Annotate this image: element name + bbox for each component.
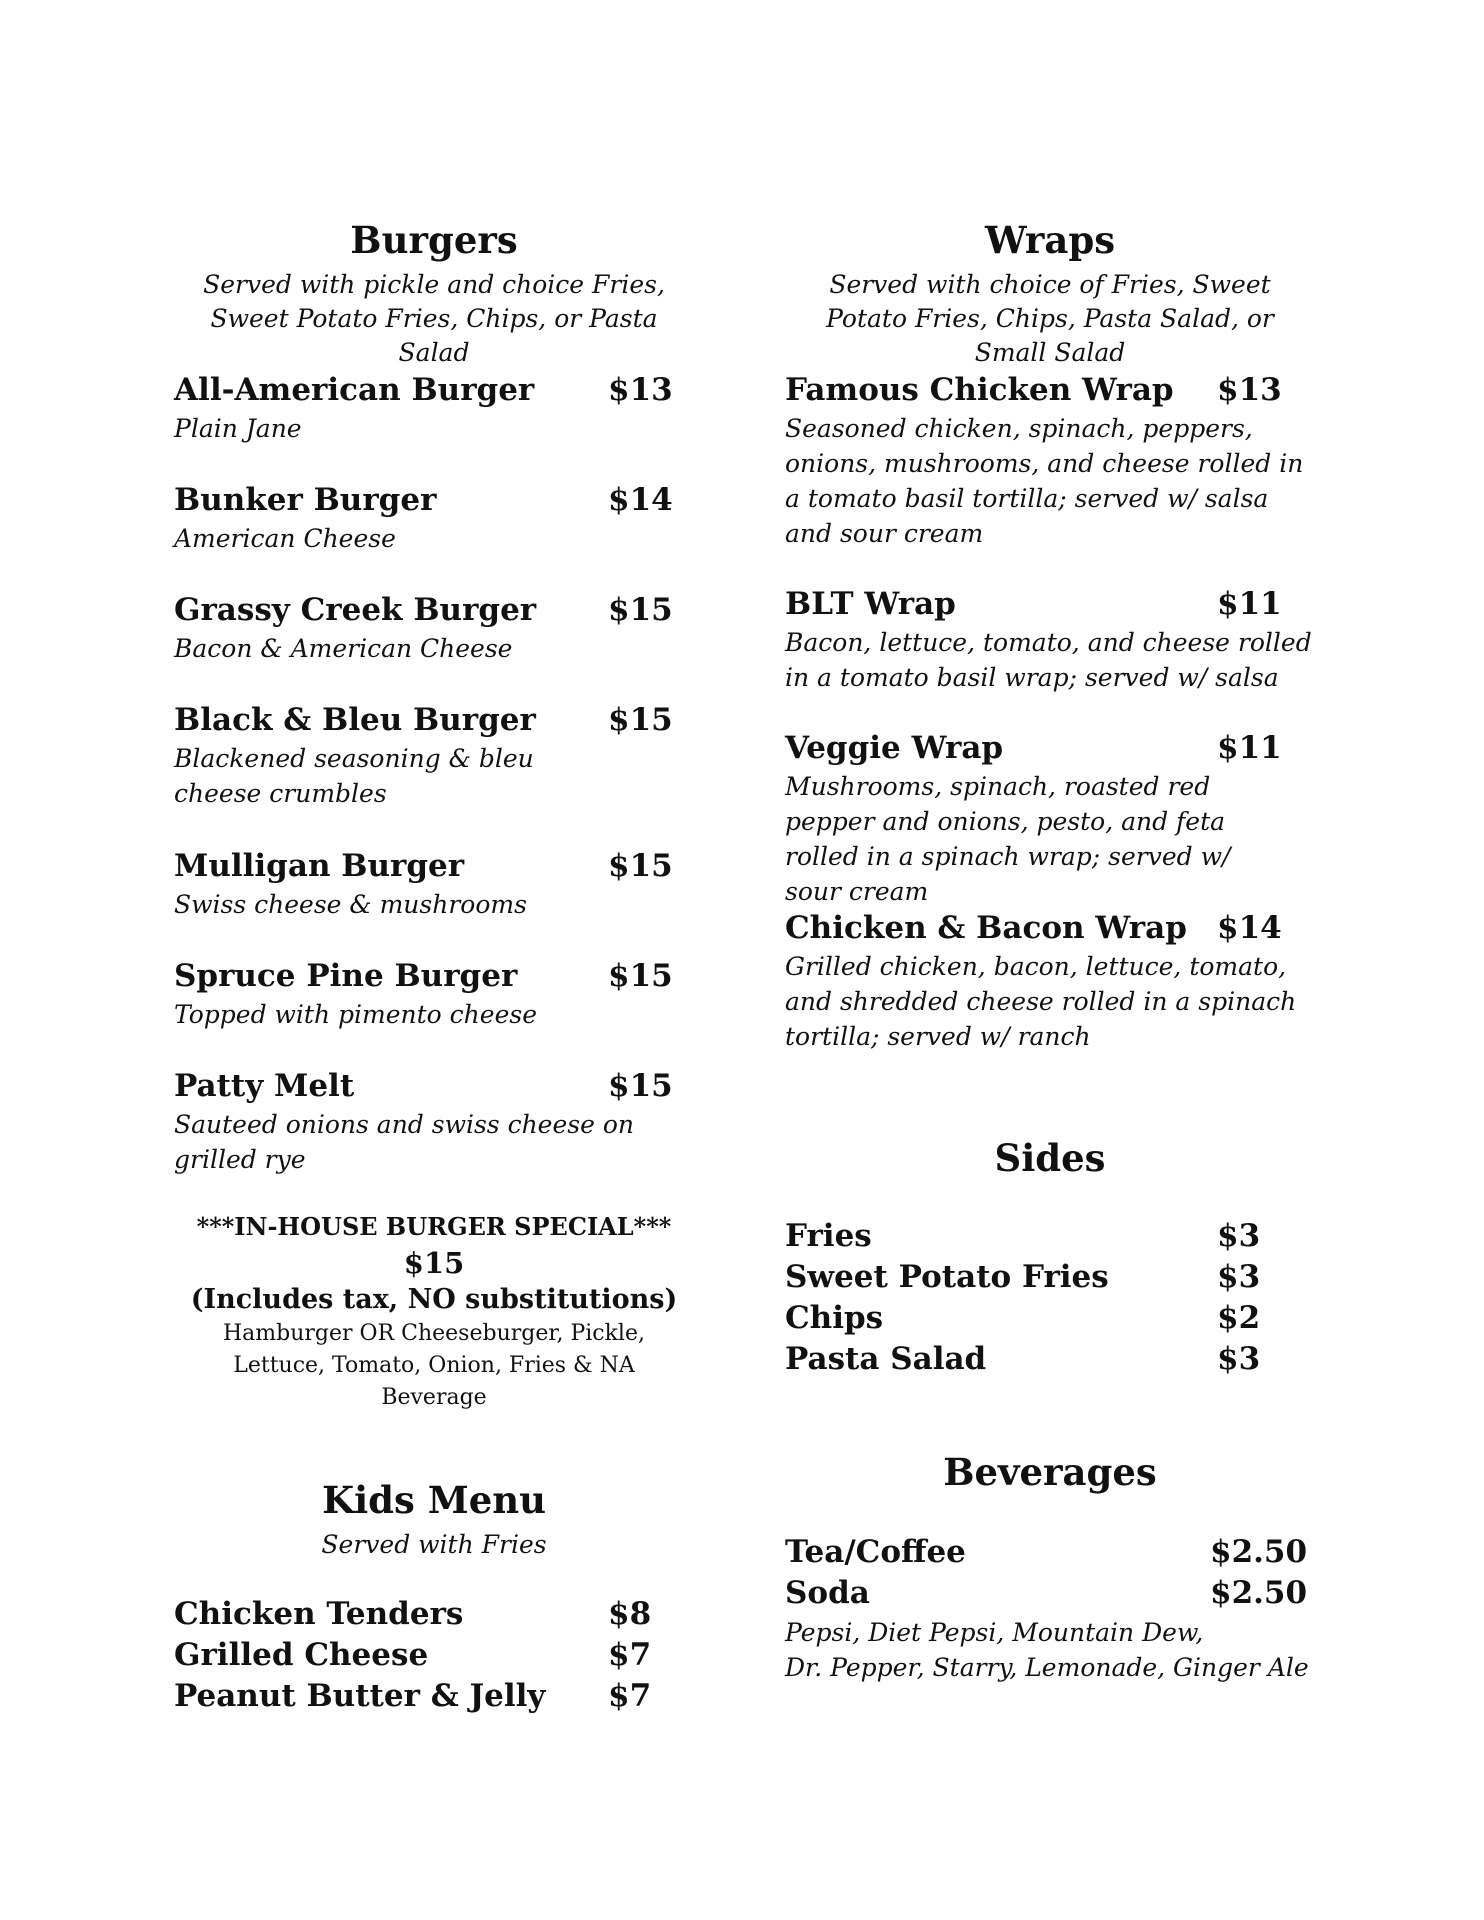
kids-list bbox=[174, 1594, 694, 1717]
item-description: Swiss cheese & mushrooms bbox=[174, 890, 527, 919]
burger-item bbox=[174, 700, 694, 811]
item-name: Pasta Salad bbox=[785, 1341, 987, 1377]
list-item bbox=[174, 1594, 694, 1635]
item-name: Bunker Burger bbox=[174, 482, 437, 518]
wraps-subtitle: Served with choice of Fries, Sweet Potato Fries, Chips, Pasta Salad, or Small Salad bbox=[826, 270, 1274, 367]
kids-heading: Kids Menu bbox=[321, 1478, 547, 1522]
burger-item bbox=[174, 480, 694, 556]
burger-item bbox=[174, 956, 694, 1032]
list-item bbox=[785, 1573, 1315, 1614]
item-name: Sweet Potato Fries bbox=[785, 1259, 1109, 1295]
item-price: $3 bbox=[1217, 1259, 1261, 1295]
list-item bbox=[785, 1532, 1315, 1573]
wrap-item bbox=[785, 584, 1315, 695]
item-name: Patty Melt bbox=[174, 1068, 355, 1104]
beverages-list bbox=[785, 1532, 1315, 1685]
item-description: Bacon & American Cheese bbox=[174, 634, 513, 663]
item-description: Grilled chicken, bacon, lettuce, tomato, and shredded cheese rolled in a spinach tortilla; served w/ ranch bbox=[785, 952, 1297, 1051]
list-item bbox=[174, 1635, 694, 1676]
special-price: $15 bbox=[403, 1246, 465, 1280]
item-price: $15 bbox=[608, 1068, 673, 1104]
burger-special bbox=[174, 1210, 694, 1414]
burger-item bbox=[174, 590, 694, 666]
item-name: Spruce Pine Burger bbox=[174, 958, 518, 994]
beverages-heading: Beverages bbox=[943, 1450, 1157, 1494]
item-price: $7 bbox=[608, 1678, 652, 1714]
item-description: Plain Jane bbox=[174, 414, 302, 443]
item-price: $3 bbox=[1217, 1218, 1261, 1254]
item-name: Soda bbox=[785, 1575, 870, 1611]
item-name: Veggie Wrap bbox=[785, 730, 1004, 766]
kids-section bbox=[174, 1478, 694, 1562]
item-name: Chicken & Bacon Wrap bbox=[785, 910, 1187, 946]
item-description: American Cheese bbox=[174, 524, 396, 553]
kids-subtitle: Served with Fries bbox=[321, 1530, 547, 1559]
item-name: Peanut Butter & Jelly bbox=[174, 1678, 546, 1714]
burgers-subtitle: Served with pickle and choice Fries, Sweet Potato Fries, Chips, or Pasta Salad bbox=[203, 270, 665, 367]
soda-flavors-line-2: Dr. Pepper, Starry, Lemonade, Ginger Ale bbox=[785, 1653, 1309, 1682]
item-name: All-American Burger bbox=[174, 372, 535, 408]
item-description: Sauteed onions and swiss cheese on grilled rye bbox=[174, 1110, 634, 1174]
list-item bbox=[174, 1676, 694, 1717]
item-name: Chicken Tenders bbox=[174, 1596, 464, 1632]
wraps-section bbox=[785, 218, 1315, 370]
item-description: Mushrooms, spinach, roasted red pepper and onions, pesto, and feta rolled in a spinach wrap; served w/ sour cream bbox=[785, 772, 1231, 906]
item-price: $3 bbox=[1217, 1341, 1261, 1377]
item-price: $15 bbox=[608, 592, 673, 628]
burger-item bbox=[174, 1066, 694, 1177]
special-title: ***IN-HOUSE BURGER SPECIAL*** bbox=[196, 1212, 672, 1241]
item-price: $2.50 bbox=[1210, 1534, 1308, 1570]
burger-item bbox=[174, 846, 694, 922]
burger-item bbox=[174, 370, 694, 446]
wrap-item bbox=[785, 370, 1315, 551]
item-price: $14 bbox=[608, 482, 673, 518]
item-price: $14 bbox=[1217, 910, 1282, 946]
sides-list bbox=[785, 1216, 1315, 1380]
wraps-heading: Wraps bbox=[984, 218, 1116, 262]
item-name: Black & Bleu Burger bbox=[174, 702, 536, 738]
item-description: Seasoned chicken, spinach, peppers, onions, mushrooms, and cheese rolled in a tomato basil tortilla; served w/ salsa and sour cream bbox=[785, 414, 1304, 548]
item-price: $15 bbox=[608, 848, 673, 884]
item-price: $2.50 bbox=[1210, 1575, 1308, 1611]
item-name: Grilled Cheese bbox=[174, 1637, 429, 1673]
list-item bbox=[785, 1257, 1315, 1298]
item-price: $11 bbox=[1217, 586, 1282, 622]
item-name: BLT Wrap bbox=[785, 586, 956, 622]
item-description: Blackened seasoning & bleu cheese crumbles bbox=[174, 744, 534, 808]
item-price: $13 bbox=[608, 372, 673, 408]
item-price: $15 bbox=[608, 702, 673, 738]
special-note: (Includes tax, NO substitutions) bbox=[190, 1284, 678, 1315]
item-price: $13 bbox=[1217, 372, 1282, 408]
item-price: $2 bbox=[1217, 1300, 1261, 1336]
sides-section bbox=[785, 1136, 1315, 1180]
beverages-section bbox=[785, 1450, 1315, 1494]
item-description: Topped with pimento cheese bbox=[174, 1000, 537, 1029]
item-name: Grassy Creek Burger bbox=[174, 592, 537, 628]
item-name: Mulligan Burger bbox=[174, 848, 465, 884]
list-item bbox=[785, 1216, 1315, 1257]
item-price: $8 bbox=[608, 1596, 652, 1632]
list-item bbox=[785, 1298, 1315, 1339]
special-description: Hamburger OR Cheeseburger, Pickle, Lettuce, Tomato, Onion, Fries & NA Beverage bbox=[223, 1321, 645, 1410]
wrap-item bbox=[785, 728, 1315, 909]
item-price: $11 bbox=[1217, 730, 1282, 766]
list-item bbox=[785, 1339, 1315, 1380]
item-name: Famous Chicken Wrap bbox=[785, 372, 1174, 408]
item-name: Fries bbox=[785, 1218, 872, 1254]
burgers-heading: Burgers bbox=[350, 218, 518, 262]
burgers-section bbox=[174, 218, 694, 370]
wrap-item bbox=[785, 908, 1315, 1054]
sides-heading: Sides bbox=[994, 1136, 1106, 1180]
item-name: Chips bbox=[785, 1300, 884, 1336]
item-price: $7 bbox=[608, 1637, 652, 1673]
item-name: Tea/Coffee bbox=[785, 1534, 966, 1570]
soda-flavors-line-1: Pepsi, Diet Pepsi, Mountain Dew, bbox=[785, 1618, 1204, 1647]
item-description: Bacon, lettuce, tomato, and cheese rolled in a tomato basil wrap; served w/ salsa bbox=[785, 628, 1312, 692]
item-price: $15 bbox=[608, 958, 673, 994]
